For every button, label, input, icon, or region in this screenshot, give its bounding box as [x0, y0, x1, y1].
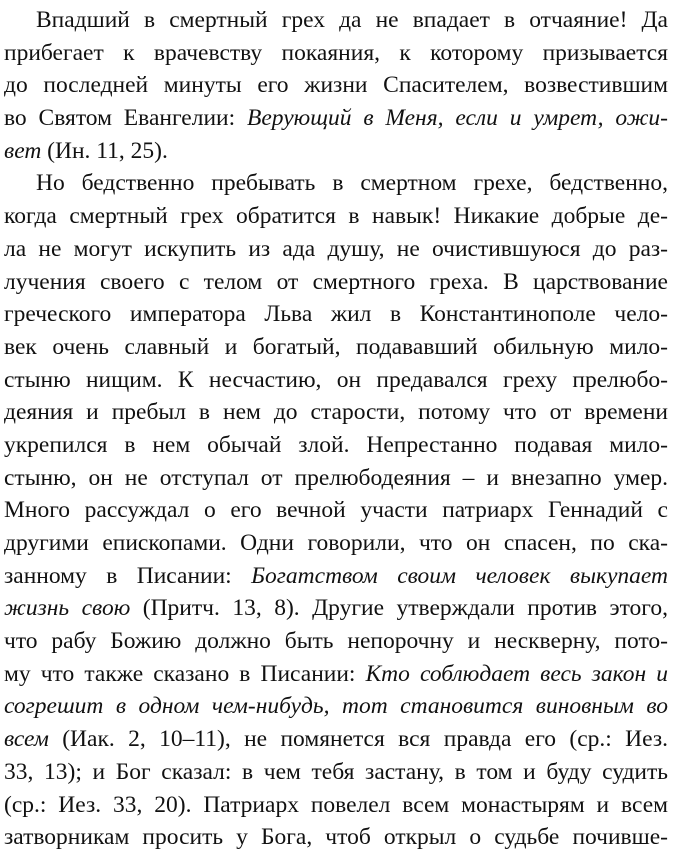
text-line: 33, 13); и Бог сказал: в чем тебя застану, в том и буду судить: [4, 758, 668, 785]
text-line: занному в Писании: Богатством своим человек выкупает: [4, 562, 668, 589]
text-line: век очень славный и богатый, подававший обильную мило-: [4, 333, 668, 360]
text-line: прибегает к врачевству покаяния, к которому призывается: [4, 39, 668, 66]
paragraph-1: [4, 4, 668, 167]
text-line: всем (Иак. 2, 10–11), не помянется вся правда его (ср.: Иез.: [4, 726, 668, 753]
text-line: Но бедственно пребывать в смертном грехе, бедственно,: [36, 170, 668, 197]
text-line: стыню, он не отступал от прелюбодеяния – и внезапно умер.: [4, 464, 668, 491]
text-line: затворникам просить у Бога, чтоб открыл о судьбе почивше-: [4, 824, 668, 851]
text-line: вет (Ин. 11, 25).: [4, 137, 168, 164]
text-line: стыню нищим. К несчастию, он предавался греху прелюбо-: [4, 366, 668, 393]
text-line: греческого императора Льва жил в Константинополе чело-: [4, 301, 668, 328]
text-line: лучения своего с телом от смертного греха. В царствование: [4, 268, 668, 295]
text-line: Много рассуждал о его вечной участи патриарх Геннадий с: [4, 497, 668, 524]
text-line: когда смертный грех обратится в навык! Никакие добрые де-: [4, 203, 668, 230]
text-line: до последней минуты его жизни Спасителем, возвестившим: [4, 72, 668, 99]
text-line: жизнь свою (Притч. 13, 8). Другие утверждали против этого,: [4, 595, 668, 622]
text-line: другими епископами. Одни говорили, что он спасен, по ска-: [4, 530, 668, 556]
text-line: укрепился в нем обычай злой. Непрестанно подавая мило-: [4, 431, 668, 458]
text-line: му что также сказано в Писании: Кто соблюдает весь закон и: [4, 660, 668, 687]
text-line: что рабу Божию должно быть непорочну и нескверну, пото-: [4, 628, 668, 655]
text-line: деяния и пребыл в нем до старости, потому что от времени: [4, 399, 668, 426]
document-page: [4, 4, 668, 854]
text-line: Впадший в смертный грех да не впадает в отчаяние! Да: [36, 7, 668, 33]
text-line: ла не могут искупить из ада душу, не очистившуюся до раз-: [4, 235, 668, 262]
text-line: (ср.: Иез. 33, 20). Патриарх повелел всем монастырям и всем: [4, 791, 668, 818]
text-line: во Святом Евангелии: Верующий в Меня, если и умрет, ожи-: [4, 105, 669, 132]
paragraph-2: [4, 167, 668, 853]
text-line: согрешит в одном чем-нибудь, тот становится виновным во: [4, 693, 668, 720]
